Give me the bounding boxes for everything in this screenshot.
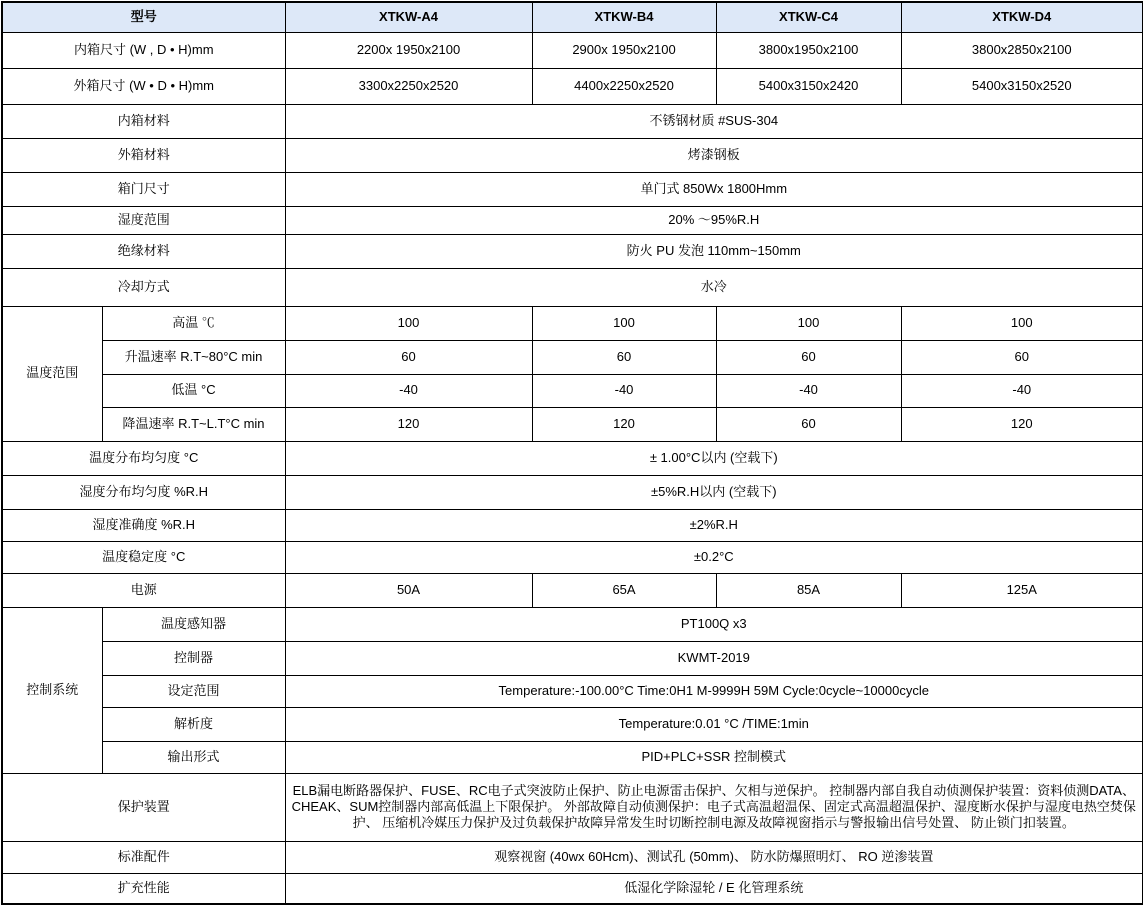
row-expansion [2,873,1143,904]
row-label: 湿度准确度 %R.H [2,509,285,541]
row-resolution [2,707,1143,741]
row-label: 箱门尺寸 [2,172,285,206]
value-cell: 60 [532,340,716,374]
model-header-c4: XTKW-C4 [716,2,901,32]
row-temp-uniformity [2,441,1143,475]
row-cooldown-rate [2,407,1143,441]
row-label: 标准配件 [2,841,285,873]
row-outer-size [2,68,1143,104]
row-label: 冷却方式 [2,268,285,306]
value-cell: 5400x3150x2420 [716,68,901,104]
header-row [2,2,1143,32]
row-label: 外箱尺寸 (W • D • H)mm [2,68,285,104]
sub-row-label: 解析度 [102,707,285,741]
value-cell: PID+PLC+SSR 控制模式 [285,741,1143,773]
value-cell: 85A [716,573,901,607]
model-header-a4: XTKW-A4 [285,2,532,32]
row-temp-sensor [2,607,1143,641]
value-cell: 120 [532,407,716,441]
value-cell: 单门式 850Wx 1800Hmm [285,172,1143,206]
sub-row-label: 输出形式 [102,741,285,773]
value-cell: 120 [285,407,532,441]
row-label: 内箱尺寸 (W , D • H)mm [2,32,285,68]
sub-row-label: 升温速率 R.T~80°C min [102,340,285,374]
group-label-control-system: 控制系统 [2,607,102,773]
value-cell: 5400x3150x2520 [901,68,1143,104]
value-cell: -40 [285,374,532,407]
row-controller [2,641,1143,675]
row-label: 内箱材料 [2,104,285,138]
value-cell: ± 1.00°C以内 (空载下) [285,441,1143,475]
row-temp-low [2,374,1143,407]
sub-row-label: 控制器 [102,641,285,675]
row-power [2,573,1143,607]
sub-row-label: 温度感知器 [102,607,285,641]
value-cell: 4400x2250x2520 [532,68,716,104]
sub-row-label: 高温 ℃ [102,306,285,340]
row-temp-stability [2,541,1143,573]
row-label: 外箱材料 [2,138,285,172]
value-cell: 65A [532,573,716,607]
model-label-cell: 型号 [2,2,285,32]
model-header-b4: XTKW-B4 [532,2,716,32]
spec-table [1,1,1143,905]
row-label: 绝缘材料 [2,234,285,268]
value-cell: 不锈钢材质 #SUS-304 [285,104,1143,138]
value-cell: 2900x 1950x2100 [532,32,716,68]
value-cell: KWMT-2019 [285,641,1143,675]
row-label: 湿度范围 [2,206,285,234]
value-cell: 60 [716,407,901,441]
value-cell: 100 [901,306,1143,340]
row-outer-material [2,138,1143,172]
row-label: 保护装置 [2,773,285,841]
row-cooling [2,268,1143,306]
value-cell: 防火 PU 发泡 110mm~150mm [285,234,1143,268]
value-cell: Temperature:-100.00°C Time:0H1 M-9999H 59M Cycle:0cycle~10000cycle [285,675,1143,707]
value-cell: 2200x 1950x2100 [285,32,532,68]
row-door-size [2,172,1143,206]
sub-row-label: 低温 °C [102,374,285,407]
row-output-form [2,741,1143,773]
value-cell: 60 [901,340,1143,374]
row-humidity-uniformity [2,475,1143,509]
row-protection [2,773,1143,841]
value-cell: PT100Q x3 [285,607,1143,641]
value-cell: 60 [716,340,901,374]
row-label: 温度分布均匀度 °C [2,441,285,475]
row-label: 扩充性能 [2,873,285,904]
row-setting-range [2,675,1143,707]
row-label: 电源 [2,573,285,607]
value-cell: 水冷 [285,268,1143,306]
value-cell: 3800x1950x2100 [716,32,901,68]
value-cell: Temperature:0.01 °C /TIME:1min [285,707,1143,741]
value-cell: 3800x2850x2100 [901,32,1143,68]
row-standard-accessories [2,841,1143,873]
row-inner-size [2,32,1143,68]
value-cell: 60 [285,340,532,374]
value-cell: 低湿化学除湿轮 / E 化管理系统 [285,873,1143,904]
value-cell: -40 [716,374,901,407]
row-label: 湿度分布均匀度 %R.H [2,475,285,509]
value-cell: 3300x2250x2520 [285,68,532,104]
value-cell: 20% 〜95%R.H [285,206,1143,234]
value-cell: 100 [285,306,532,340]
value-cell: 100 [532,306,716,340]
row-heatup-rate [2,340,1143,374]
group-label-temp-range: 温度范围 [2,306,102,441]
value-cell: ±0.2°C [285,541,1143,573]
row-label: 温度稳定度 °C [2,541,285,573]
value-cell: 烤漆钢板 [285,138,1143,172]
value-cell: 50A [285,573,532,607]
row-temp-high [2,306,1143,340]
protection-description: ELB漏电断路器保护、FUSE、RC电子式突波防止保护、防止电源雷击保护、欠相与逆保护。 控制器内部自我自动侦测保护装置：资料侦测DATA、CHEAK、SUM控制器内部高低温上下限保护。 外部故障自动侦测保护：电子式高温超温保、固定式高温超温保护、湿度断水保护与湿度电热空焚保护、 压缩机冷媒压力保护及过负载保护故障异常发生时切断控制电源及故障视窗指示与警报输出信号处置、 防止锁门扣装置。 [285,773,1143,841]
value-cell: 125A [901,573,1143,607]
model-header-d4: XTKW-D4 [901,2,1143,32]
value-cell: 观察视窗 (40wx 60Hcm)、测试孔 (50mm)、 防水防爆照明灯、 RO 逆渗装置 [285,841,1143,873]
value-cell: -40 [901,374,1143,407]
value-cell: ±2%R.H [285,509,1143,541]
row-humidity-range [2,206,1143,234]
sub-row-label: 降温速率 R.T~L.T°C min [102,407,285,441]
value-cell: 100 [716,306,901,340]
row-humidity-accuracy [2,509,1143,541]
row-inner-material [2,104,1143,138]
value-cell: -40 [532,374,716,407]
sub-row-label: 设定范围 [102,675,285,707]
value-cell: ±5%R.H以内 (空载下) [285,475,1143,509]
value-cell: 120 [901,407,1143,441]
row-insulation [2,234,1143,268]
